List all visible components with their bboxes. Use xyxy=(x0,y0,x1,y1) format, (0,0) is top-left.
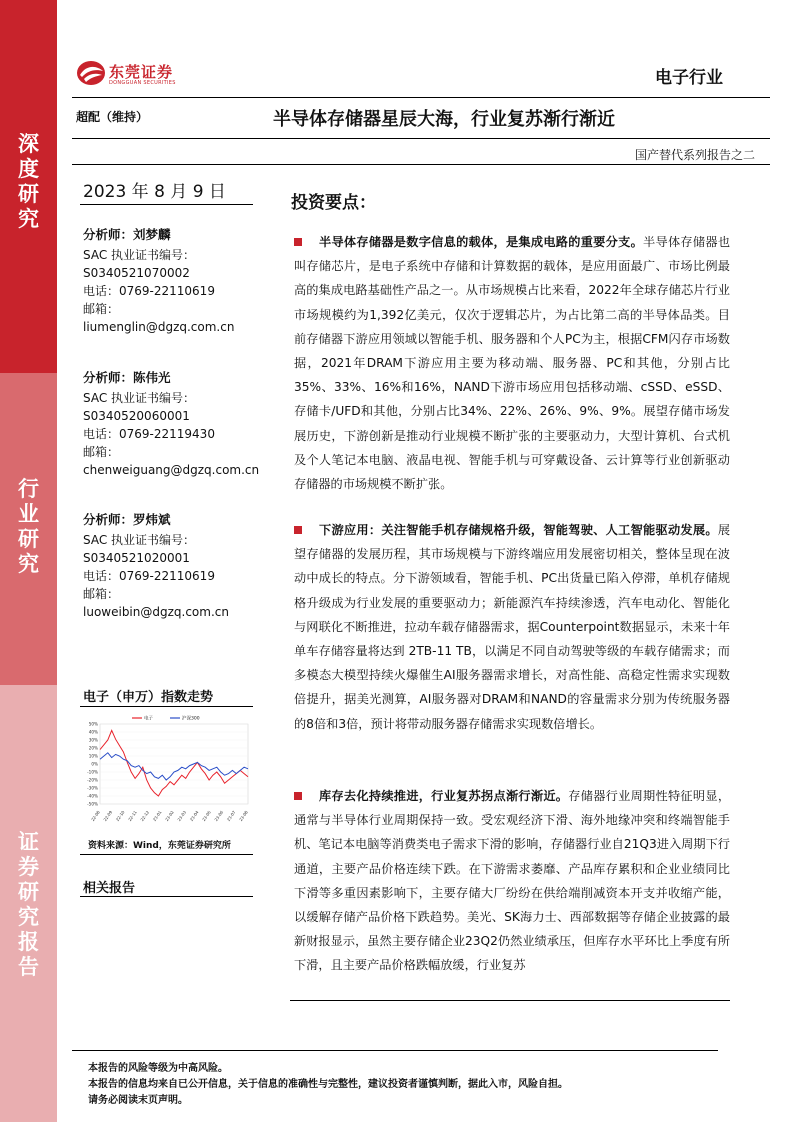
related-reports-title: 相关报告 xyxy=(83,881,136,896)
x-tick-label: 23-07 xyxy=(225,809,237,823)
x-tick-label: 23-05 xyxy=(201,809,212,823)
bullet-square-icon xyxy=(294,526,302,534)
x-tick-label: 23-04 xyxy=(188,809,200,823)
analyst-email-label: 邮箱： xyxy=(83,445,120,459)
key-point-body: 半导体存储器也叫存储芯片，是电子系统中存储和计算数据的载体，是应用面最广、市场比例最高的集成电路基础性产品之一。从市场规模占比来看，2022年全球存储芯片行业市场规模约为1,392亿美元，仅次于逻辑芯片，为占比第二高的半导体品类。目前存储器下游应用领域以智能手机、服务器和个人PC为主，根据CFM闪存市场数据，2021年DRAM下游应用主要为移动端、服务器、PC和其他，分别占比35%、33%、16%和16%，NAND下游市场应用包括移动端、cSSD、eSSD、存储卡/UFD和其他，分别占比34%、22%、26%、9%、9%。展望存储市场发展历史，下游创新是推动行业规模不断扩张的主要驱动力，大型计算机、台式机及个人笔记本电脑、液晶电视、智能手机与可穿戴设备、云计算等行业创新驱动存储器的市场规模不断扩张。 xyxy=(294,235,731,492)
divider xyxy=(290,1000,730,1001)
chart-source: 资料来源：Wind，东莞证券研究所 xyxy=(88,841,231,851)
legend-label: 电子 xyxy=(144,716,153,722)
report-title: 半导体存储器星辰大海，行业复苏渐行渐近 xyxy=(273,109,615,130)
brand-logo xyxy=(76,58,196,90)
key-point-paragraph xyxy=(294,230,730,496)
y-tick-label: 10% xyxy=(88,753,98,759)
report-date: 2023 年 8 月 9 日 xyxy=(83,182,226,202)
analyst-email: liumenglin@dgzq.com.cn xyxy=(83,320,235,334)
x-tick-label: 23-01 xyxy=(151,809,163,823)
footer-divider xyxy=(72,1050,718,1051)
y-tick-label: 40% xyxy=(88,729,98,735)
divider xyxy=(80,896,253,897)
analyst-cert-label: SAC 执业证书编号： xyxy=(83,391,196,405)
divider xyxy=(80,706,253,707)
analyst-cert-number: S0340520060001 xyxy=(83,409,190,423)
index-chart-title: 电子（申万）指数走势 xyxy=(83,690,214,705)
y-tick-label: 50% xyxy=(88,721,98,727)
analyst-email-label: 邮箱： xyxy=(83,587,120,601)
x-tick-label: 23-02 xyxy=(164,809,175,823)
x-tick-label: 22-08 xyxy=(90,809,101,823)
bullet-square-icon xyxy=(294,792,302,800)
side-label-industry-research: 行 业 研 究 xyxy=(18,477,39,576)
side-label-securities-report: 证 券 研 究 报 告 xyxy=(18,830,39,979)
key-point-lead: 库存去化持续推进，行业复苏拐点渐行渐近。 xyxy=(319,789,569,803)
bullet-square-icon xyxy=(294,238,302,246)
divider xyxy=(80,854,253,855)
divider xyxy=(80,204,253,205)
key-point-lead: 半导体存储器是数字信息的载体，是集成电路的重要分支。 xyxy=(319,235,644,249)
y-tick-label: 0% xyxy=(91,761,98,767)
key-point-body: 存储器行业周期性特征明显，通常与半导体行业周期保持一致。受宏观经济下滑、海外地缘冲突和终端智能手机、笔记本电脑等消费类电子需求下滑的影响，存储器行业自21Q3进入周期下行通道，主要产品价格连续下跌。在下游需求萎靡、产品库存累积和企业业绩同比下滑等多重因素影响下，主要存储大厂纷纷在供给端削减资本开支并收缩产能，以缓解存储产品价格下跌趋势。美光、SK海力士、西部数据等存储企业披露的最新财报显示，虽然主要存储企业23Q2仍然业绩承压，但库存水平环比上季度有所下滑，且主要产品价格跌幅放缓，行业复苏 xyxy=(294,789,731,973)
index-trend-chart xyxy=(80,712,253,830)
x-tick-label: 22-11 xyxy=(127,809,138,823)
industry-label: 电子行业 xyxy=(655,68,723,88)
y-tick-label: -10% xyxy=(87,769,98,775)
side-label-depth-research: 深 度 研 究 xyxy=(18,132,39,231)
key-point-paragraph xyxy=(294,518,730,736)
analyst-email: luoweibin@dgzq.com.cn xyxy=(83,605,229,619)
divider xyxy=(72,164,770,165)
y-tick-label: -30% xyxy=(87,785,98,791)
y-tick-label: 20% xyxy=(88,745,98,751)
key-point-paragraph xyxy=(294,784,730,978)
series-line-1 xyxy=(100,753,248,780)
analyst-name: 分析师：陈伟光 xyxy=(83,370,171,385)
brand-name-en: DONGGUAN SECURITIES xyxy=(109,80,176,86)
key-points-title: 投资要点： xyxy=(291,193,376,213)
analyst-name: 分析师：罗炜斌 xyxy=(83,512,171,527)
divider xyxy=(72,97,770,98)
brand-logo-icon xyxy=(76,60,106,86)
footer-disclaimer: 本报告的信息均来自已公开信息，关于信息的准确性与完整性，建议投资者谨慎判断，据此入市，风险自担。 xyxy=(88,1079,568,1090)
analyst-email: chenweiguang@dgzq.com.cn xyxy=(83,463,260,477)
y-tick-label: 30% xyxy=(88,737,98,743)
analyst-name: 分析师：刘梦麟 xyxy=(83,227,171,242)
key-point-lead: 下游应用：关注智能手机存储规格升级，智能驾驶、人工智能驱动发展。 xyxy=(319,523,718,537)
rating-label: 超配（维持） xyxy=(76,110,149,124)
report-series: 国产替代系列报告之二 xyxy=(634,148,755,162)
legend-label: 沪深300 xyxy=(182,716,200,722)
y-tick-label: -50% xyxy=(87,801,98,807)
x-tick-label: 23-03 xyxy=(176,809,188,823)
analyst-cert-label: SAC 执业证书编号： xyxy=(83,533,196,547)
series-line-0 xyxy=(100,730,248,796)
x-tick-label: 22-09 xyxy=(102,809,114,823)
analyst-cert-label: SAC 执业证书编号： xyxy=(83,248,196,262)
analyst-phone: 电话：0769-22110619 xyxy=(83,569,215,583)
x-tick-label: 22-10 xyxy=(114,809,126,823)
analyst-block xyxy=(83,511,263,621)
y-tick-label: -40% xyxy=(87,793,98,799)
footer-notice: 请务必阅读末页声明。 xyxy=(88,1095,188,1106)
footer-risk-level: 本报告的风险等级为中高风险。 xyxy=(88,1063,228,1074)
x-tick-label: 23-06 xyxy=(213,809,225,823)
analyst-cert-number: S0340521070002 xyxy=(83,266,190,280)
analyst-cert-number: S0340521020001 xyxy=(83,551,190,565)
analyst-email-label: 邮箱： xyxy=(83,302,120,316)
y-tick-label: -20% xyxy=(87,777,98,783)
key-point-body: 展望存储器的发展历程，其市场规模与下游终端应用发展密切相关，整体呈现在波动中成长的特点。分下游领域看，智能手机、PC出货量已陷入停滞，单机存储规格升级成为行业发展的重要驱动力；新能源汽车持续渗透，汽车电动化、智能化与网联化不断推进，拉动车载存储器需求，据Counterpoint数据显示，未来十年单车存储容量将达到 2TB-11 TB，以满足不同自动驾驶等级的车载存储需求；而多模态大模型持续火爆催生AI服务器需求增长，对高性能、高稳定性需求实现数倍提升，据美光测算，AI服务器对DRAM和NAND的容量需求分别为传统服务器的8倍和3倍，预计将带动服务器存储需求实现数倍增长。 xyxy=(294,523,730,731)
analyst-block xyxy=(83,369,263,479)
analyst-phone: 电话：0769-22119430 xyxy=(83,427,215,441)
side-band xyxy=(0,0,57,1122)
analyst-phone: 电话：0769-22110619 xyxy=(83,284,215,298)
analyst-block xyxy=(83,226,263,336)
brand-name: 东莞证券 xyxy=(109,63,174,81)
x-tick-label: 23-08 xyxy=(238,809,249,823)
divider xyxy=(72,138,770,139)
x-tick-label: 22-12 xyxy=(139,809,151,823)
